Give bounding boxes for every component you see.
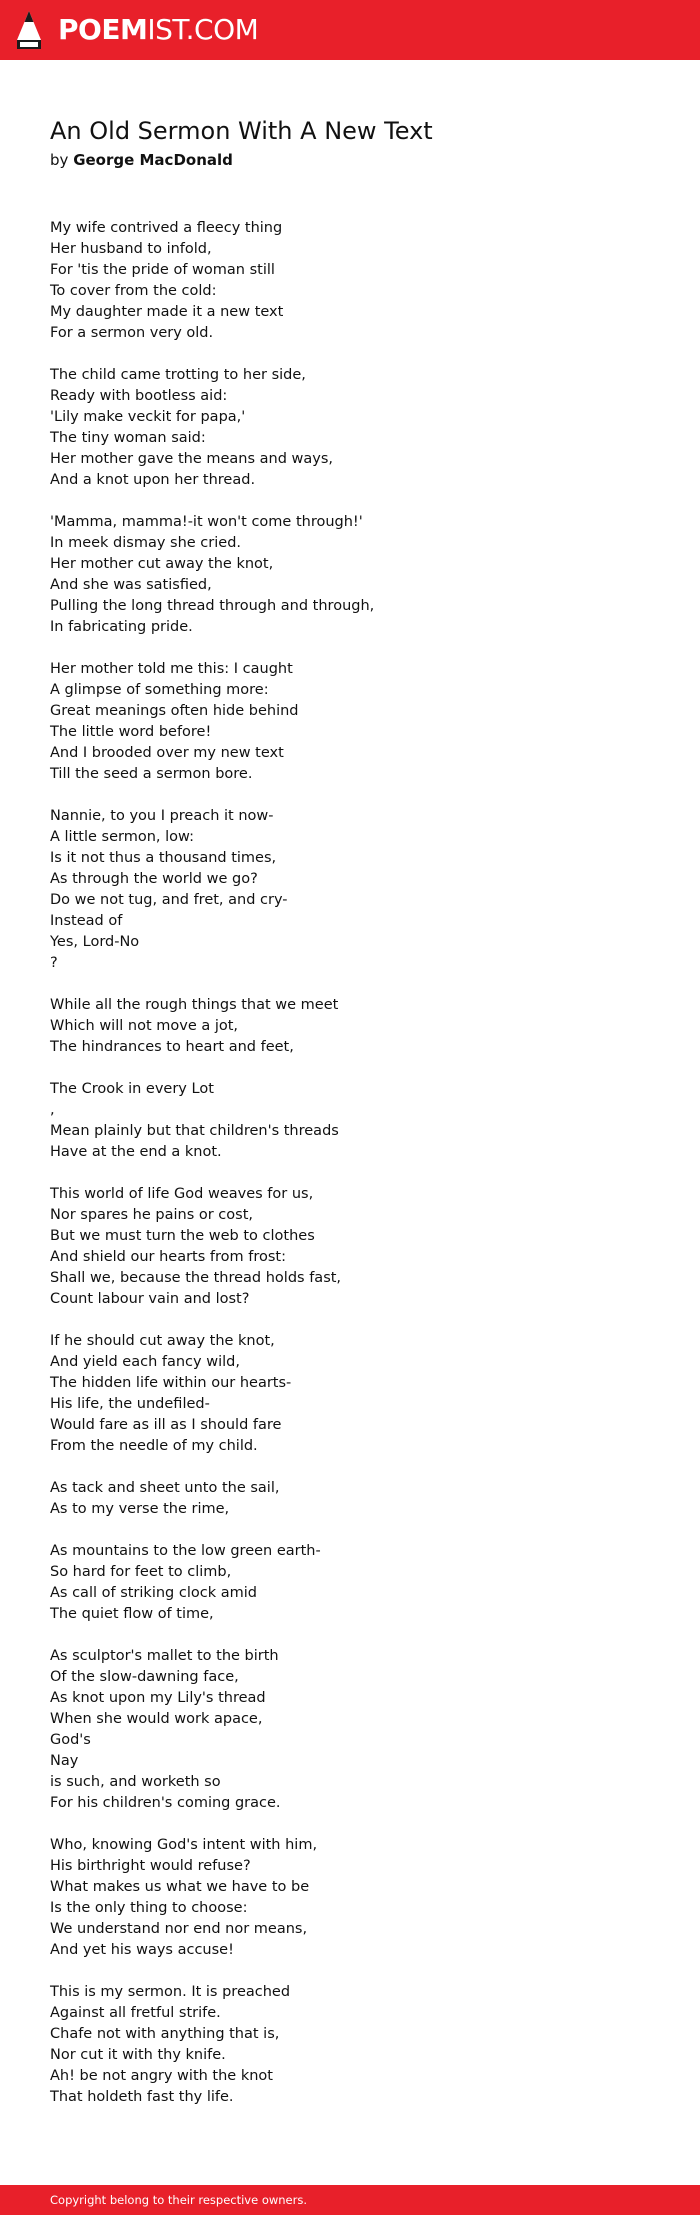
poem-stanza [50,1184,650,1310]
poem-line: Mean plainly but that children's threads [50,1123,339,1139]
poem-line: For a sermon very old. [50,325,214,341]
poem-line: While all the rough things that we meet [50,997,339,1013]
poem-stanza [50,659,650,785]
poem-line: If he should cut away the knot, [50,1333,275,1349]
poem-line: For his children's coming grace. [50,1795,281,1811]
poem-line: In meek dismay she cried. [50,535,242,551]
poem-line: As through the world we go? [50,871,258,887]
poem-line: Great meanings often hide behind [50,703,299,719]
poem-line: His life, the undefiled- [50,1396,210,1412]
poem-line: And a knot upon her thread. [50,472,256,488]
poem-line: Would fare as ill as I should fare [50,1417,282,1433]
logo-text-light: IST.COM [147,13,259,46]
poem-line: A glimpse of something more: [50,682,269,698]
poem-line: ? [50,955,58,971]
site-footer [0,2185,700,2215]
site-header [0,0,700,60]
poem-line: As to my verse the rime, [50,1501,230,1517]
poem-line: In fabricating pride. [50,619,193,635]
poem-stanza [50,806,650,974]
poem-stanza [50,512,650,638]
poem-line: Count labour vain and lost? [50,1291,250,1307]
poem-line: This world of life God weaves for us, [50,1186,314,1202]
poem-line: The little word before! [50,724,212,740]
poem-line: Her husband to infold, [50,241,212,257]
poem-line: Ah! be not angry with the knot [50,2068,273,2084]
poem-line: is such, and worketh so [50,1774,221,1790]
poem-stanza [50,1982,650,2108]
poem-stanza [50,1478,650,1520]
poem-line: That holdeth fast thy life. [50,2089,234,2105]
poem-line: Pulling the long thread through and through, [50,598,375,614]
poem-line: The child came trotting to her side, [50,367,306,383]
poem-line: My daughter made it a new text [50,304,284,320]
poem-author[interactable]: George MacDonald [73,151,233,169]
poem-line: To cover from the cold: [50,283,217,299]
poem-line: And yield each fancy wild, [50,1354,240,1370]
site-logo-text [58,10,258,50]
poem-line: The hidden life within our hearts- [50,1375,292,1391]
poem-line: Nor spares he pains or cost, [50,1207,253,1223]
poem-line: Who, knowing God's intent with him, [50,1837,318,1853]
poem-line: My wife contrived a fleecy thing [50,220,283,236]
poem-line: Her mother cut away the knot, [50,556,274,572]
poem-line: The tiny woman said: [50,430,206,446]
copyright-notice: Copyright belong to their respective owners. [50,2193,308,2207]
poem-line: As sculptor's mallet to the birth [50,1648,279,1664]
poem-line: As tack and sheet unto the sail, [50,1480,280,1496]
poem-line: His birthright would refuse? [50,1858,251,1874]
poem-byline [50,150,650,170]
poem-line: Nor cut it with thy knife. [50,2047,226,2063]
poem-line: , [50,1102,55,1118]
poem-line: So hard for feet to climb, [50,1564,232,1580]
poem-line: The Crook in every Lot [50,1081,214,1097]
poem-line: But we must turn the web to clothes [50,1228,315,1244]
poem-body [50,218,650,2129]
poem-line: Shall we, because the thread holds fast, [50,1270,342,1286]
poem-line: Is it not thus a thousand times, [50,850,277,866]
poem-line: And she was satisfied, [50,577,212,593]
poem-line: Instead of [50,913,123,929]
poem-title: An Old Sermon With A New Text [50,117,433,145]
poem-line: What makes us what we have to be [50,1879,310,1895]
poem-line: God's [50,1732,91,1748]
poem-line: And I brooded over my new text [50,745,284,761]
poem-stanza [50,365,650,491]
poem-line: A little sermon, low: [50,829,194,845]
poem-line: Nannie, to you I preach it now- [50,808,274,824]
site-logo[interactable] [16,10,258,50]
logo-text-strong: POEM [58,13,148,46]
poem-stanza [50,1331,650,1457]
poem-line: 'Mamma, mamma!-it won't come through!' [50,514,363,530]
poem-line: The hindrances to heart and feet, [50,1039,294,1055]
poem-line: Till the seed a sermon bore. [50,766,253,782]
pencil-tip-icon [16,10,42,50]
poem-line: This is my sermon. It is preached [50,1984,291,2000]
poem-stanza [50,1079,650,1163]
poem-line: Her mother gave the means and ways, [50,451,334,467]
poem-stanza [50,218,650,344]
poem-line: Nay [50,1753,79,1769]
poem-line: Chafe not with anything that is, [50,2026,280,2042]
poem-line: Yes, Lord-No [50,934,140,950]
poem-line: As call of striking clock amid [50,1585,257,1601]
poem-line: Is the only thing to choose: [50,1900,248,1916]
poem-line: Against all fretful strife. [50,2005,221,2021]
poem-line: The quiet flow of time, [50,1606,214,1622]
poem-line: Her mother told me this: I caught [50,661,293,677]
poem-stanza [50,995,650,1058]
poem-line: And shield our hearts from frost: [50,1249,286,1265]
poem-heading [50,116,650,170]
poem-stanza [50,1541,650,1625]
poem-line: We understand nor end nor means, [50,1921,308,1937]
poem-stanza [50,1646,650,1814]
poem-line: As knot upon my Lily's thread [50,1690,266,1706]
poem-line: For 'tis the pride of woman still [50,262,275,278]
poem-line: Do we not tug, and fret, and cry- [50,892,288,908]
poem-line: Have at the end a knot. [50,1144,222,1160]
poem-line: And yet his ways accuse! [50,1942,234,1958]
poem-line: When she would work apace, [50,1711,263,1727]
poem-line: Which will not move a jot, [50,1018,239,1034]
poem-stanza [50,1835,650,1961]
poem-line: Ready with bootless aid: [50,388,228,404]
poem-line: 'Lily make veckit for papa,' [50,409,246,425]
poem-line: As mountains to the low green earth- [50,1543,321,1559]
poem-line: Of the slow-dawning face, [50,1669,239,1685]
poem-line: From the needle of my child. [50,1438,258,1454]
by-label: by [50,151,69,169]
